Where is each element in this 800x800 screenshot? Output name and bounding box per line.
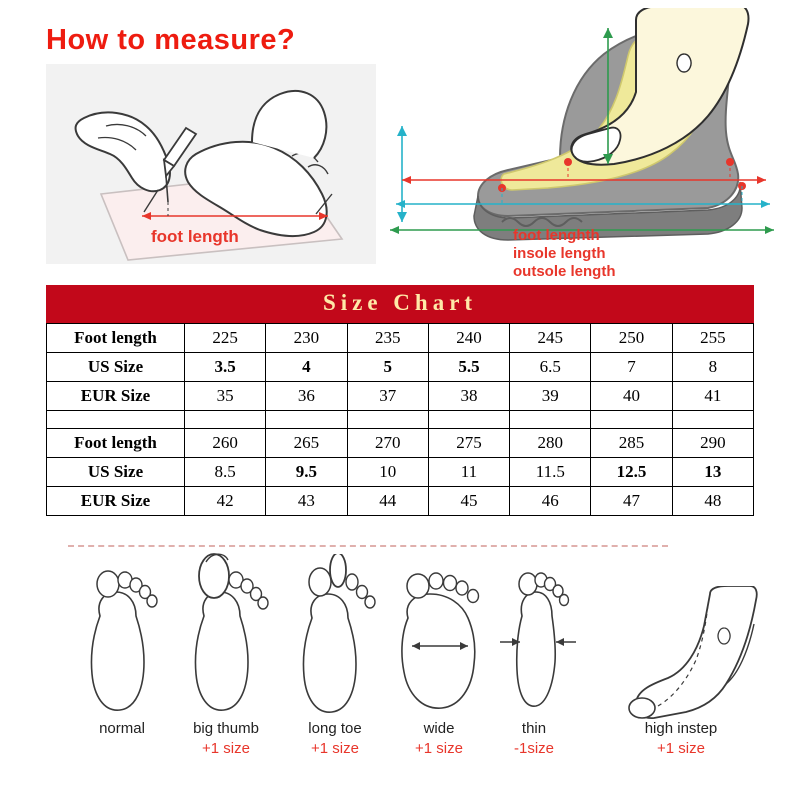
cell: 225: [185, 324, 266, 353]
foot-high-instep-icon: [598, 586, 758, 726]
section-divider: [68, 545, 668, 547]
cell: 270: [347, 429, 428, 458]
foot-type-high-instep: [598, 586, 758, 757]
cell: 11.5: [510, 458, 591, 487]
row-label: Foot length: [47, 324, 185, 353]
table-row: [47, 353, 754, 382]
cell: 13: [672, 458, 753, 487]
foot-length-caption: foot length: [151, 227, 239, 246]
foot-length-label: foot lenghth: [513, 227, 600, 244]
cell: 8: [672, 353, 753, 382]
foot-type-label: long toe: [308, 720, 362, 737]
cell: 4: [266, 353, 347, 382]
cell: 36: [266, 382, 347, 411]
foot-type-advice: +1 size: [657, 740, 705, 757]
foot-type-advice: +1 size: [415, 740, 463, 757]
cell: 8.5: [185, 458, 266, 487]
cell: 10: [347, 458, 428, 487]
footprint-long-toe-icon: [286, 554, 390, 730]
foot-type-label: big thumb: [193, 720, 259, 737]
shoe-section-panel: [378, 8, 778, 283]
cell: 285: [591, 429, 672, 458]
cell: 3.5: [185, 353, 266, 382]
foot-type-normal: [74, 558, 170, 737]
cell: 47: [591, 487, 672, 516]
foot-type-thin: [488, 562, 588, 757]
cell: 235: [347, 324, 428, 353]
table-row: [47, 487, 754, 516]
table-spacer-row: [47, 411, 754, 429]
cell: 265: [266, 429, 347, 458]
foot-type-label: thin: [521, 720, 547, 737]
cell: 290: [672, 429, 753, 458]
footprint-big-thumb-icon: [176, 550, 284, 728]
cell: 5.5: [428, 353, 509, 382]
cell: 230: [266, 324, 347, 353]
cell: 43: [266, 487, 347, 516]
row-label: Foot length: [47, 429, 185, 458]
cell: 6.5: [510, 353, 591, 382]
measure-illustration-panel: [46, 64, 376, 264]
size-chart: [46, 285, 754, 516]
cell: 12.5: [591, 458, 672, 487]
outsole-length-label: outsole length: [513, 263, 616, 280]
cell: 46: [510, 487, 591, 516]
cell: 7: [591, 353, 672, 382]
foot-type-big-thumb: [176, 550, 284, 757]
foot-types-section: [46, 540, 754, 790]
cell: 11: [428, 458, 509, 487]
cell: 48: [672, 487, 753, 516]
cell: 35: [185, 382, 266, 411]
foot-type-label: normal: [99, 720, 145, 737]
foot-type-label: high instep: [644, 720, 718, 737]
footprint-wide-icon: [388, 562, 496, 728]
table-row: [47, 382, 754, 411]
row-label: US Size: [47, 458, 185, 487]
table-row: [47, 429, 754, 458]
row-label: EUR Size: [47, 382, 185, 411]
cell: 45: [428, 487, 509, 516]
cell: 275: [428, 429, 509, 458]
foot-type-long-toe: [286, 554, 390, 757]
cell: 38: [428, 382, 509, 411]
table-row: [47, 458, 754, 487]
cell: 5: [347, 353, 428, 382]
cell: 40: [591, 382, 672, 411]
foot-type-advice: +1 size: [202, 740, 250, 757]
cell: 39: [510, 382, 591, 411]
cell: 41: [672, 382, 753, 411]
footprint-thin-icon: [488, 562, 588, 728]
cell: 280: [510, 429, 591, 458]
page-title: How to measure?: [46, 24, 296, 56]
cell: 240: [428, 324, 509, 353]
foot-type-label: wide: [423, 720, 455, 737]
cell: 245: [510, 324, 591, 353]
size-chart-heading: Size Chart: [46, 285, 754, 323]
cell: 260: [185, 429, 266, 458]
size-chart-table: [46, 323, 754, 516]
cell: 44: [347, 487, 428, 516]
cell: 42: [185, 487, 266, 516]
foot-type-wide: [388, 562, 496, 757]
foot-type-advice: +1 size: [311, 740, 359, 757]
foot-type-advice: -1size: [513, 740, 554, 757]
cell: 255: [672, 324, 753, 353]
table-row: [47, 324, 754, 353]
cell: 37: [347, 382, 428, 411]
insole-length-label: insole length: [513, 245, 606, 262]
row-label: EUR Size: [47, 487, 185, 516]
row-label: US Size: [47, 353, 185, 382]
cell: 250: [591, 324, 672, 353]
footprint-normal-icon: [74, 558, 170, 728]
cell: 9.5: [266, 458, 347, 487]
